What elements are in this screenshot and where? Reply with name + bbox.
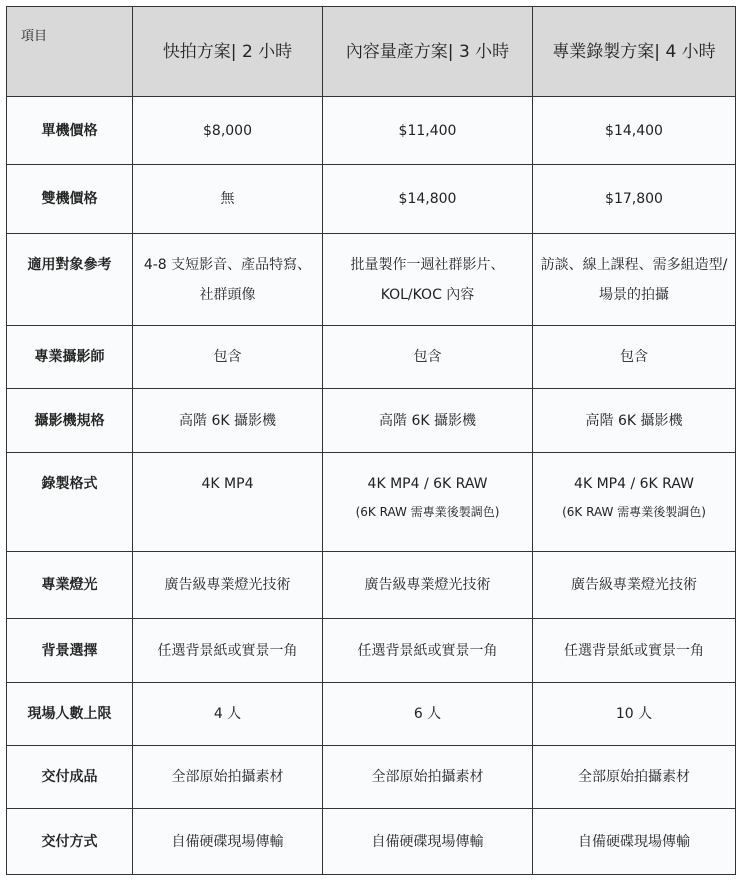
cell-value: 10 人 — [615, 706, 653, 722]
cell-value: 全部原始拍攝素材 — [578, 769, 690, 785]
cell-note: (6K RAW 需專業後製調色) — [562, 505, 706, 519]
cell-value: $11,400 — [398, 122, 457, 139]
table-cell — [533, 453, 736, 552]
table-cell — [133, 389, 323, 453]
cell-value: 高階 6K 攝影機 — [585, 412, 683, 429]
cell-value: $8,000 — [203, 122, 252, 139]
cell-value: 自備硬碟現場傳輸 — [578, 833, 690, 850]
header-row — [7, 7, 736, 97]
cell-value: 包含 — [413, 349, 442, 365]
header-plan-quick: 快拍方案| 2 小時 — [133, 7, 323, 97]
row-label: 雙機價格 — [7, 165, 133, 234]
row-label: 錄製格式 — [7, 453, 133, 552]
plan-comparison-table — [6, 6, 736, 875]
table-cell — [133, 165, 323, 234]
table-row — [7, 746, 736, 809]
table-cell — [533, 389, 736, 453]
cell-value: 批量製作一週社群影片、KOL/KOC 內容 — [350, 257, 505, 303]
table-row — [7, 683, 736, 746]
row-label: 背景選擇 — [7, 619, 133, 683]
table-cell — [133, 326, 323, 389]
cell-value: 廣告級專業燈光技術 — [364, 577, 491, 593]
cell-value: 任選背景紙或實景一角 — [564, 642, 704, 659]
row-label: 單機價格 — [7, 97, 133, 165]
table-cell — [533, 809, 736, 875]
cell-value: 高階 6K 攝影機 — [179, 412, 276, 429]
table-cell — [133, 619, 323, 683]
table-cell — [533, 552, 736, 619]
table-row — [7, 453, 736, 552]
table-cell — [323, 746, 533, 809]
row-label: 現場人數上限 — [7, 683, 133, 746]
cell-value: 4K MP4 / 6K RAW — [367, 476, 488, 492]
row-label: 專業燈光 — [7, 552, 133, 619]
cell-value: $14,800 — [398, 191, 457, 207]
table-row — [7, 234, 736, 326]
table-cell — [533, 619, 736, 683]
row-label: 攝影機規格 — [7, 389, 133, 453]
table-cell — [533, 165, 736, 234]
table-cell — [323, 326, 533, 389]
header-item: 項目 — [7, 7, 133, 97]
cell-value: 全部原始拍攝素材 — [171, 769, 284, 785]
cell-value: $14,400 — [605, 122, 663, 139]
cell-value: 廣告級專業燈光技術 — [571, 577, 697, 593]
cell-value: 高階 6K 攝影機 — [379, 412, 476, 429]
cell-note: (6K RAW 需專業後製調色) — [355, 505, 500, 519]
table-row — [7, 165, 736, 234]
table-cell — [323, 389, 533, 453]
header-plan-pro: 專業錄製方案| 4 小時 — [533, 7, 736, 97]
cell-value: 4K MP4 / 6K RAW — [574, 476, 694, 492]
table-cell — [133, 453, 323, 552]
cell-value: 任選背景紙或實景一角 — [157, 642, 298, 659]
table-cell — [133, 746, 323, 809]
table-cell — [533, 326, 736, 389]
table-cell — [323, 683, 533, 746]
cell-value: 自備硬碟現場傳輸 — [371, 833, 484, 850]
cell-value: 包含 — [213, 349, 242, 365]
cell-value: 包含 — [620, 349, 648, 365]
cell-value: 全部原始拍攝素材 — [371, 769, 484, 785]
table-cell — [533, 683, 736, 746]
table-row — [7, 326, 736, 389]
table-cell — [323, 809, 533, 875]
table-cell — [533, 97, 736, 165]
row-label: 交付成品 — [7, 746, 133, 809]
cell-value: $17,800 — [605, 191, 663, 207]
table-cell — [323, 234, 533, 326]
cell-value: 自備硬碟現場傳輸 — [171, 833, 284, 850]
table-cell — [323, 165, 533, 234]
cell-value: 訪談、線上課程、需多組造型/場景的拍攝 — [540, 257, 728, 303]
table-cell — [323, 453, 533, 552]
cell-value: 6 人 — [413, 706, 442, 722]
table-cell — [133, 97, 323, 165]
row-label: 適用對象參考 — [7, 234, 133, 326]
cell-value: 任選背景紙或實景一角 — [357, 642, 498, 659]
table-cell — [133, 234, 323, 326]
table-cell — [323, 97, 533, 165]
table-row — [7, 552, 736, 619]
table-row — [7, 619, 736, 683]
table-cell — [133, 552, 323, 619]
cell-value: 4 人 — [213, 706, 242, 722]
cell-value: 無 — [220, 191, 235, 207]
header-plan-content: 內容量產方案| 3 小時 — [323, 7, 533, 97]
table-row — [7, 97, 736, 165]
row-label: 交付方式 — [7, 809, 133, 875]
table-row — [7, 389, 736, 453]
table-cell — [133, 683, 323, 746]
table-row — [7, 809, 736, 875]
cell-value: 廣告級專業燈光技術 — [164, 577, 291, 593]
table-cell — [323, 552, 533, 619]
table-cell — [133, 809, 323, 875]
cell-value: 4K MP4 — [201, 476, 254, 492]
table-cell — [533, 746, 736, 809]
table-cell — [533, 234, 736, 326]
table-cell — [323, 619, 533, 683]
row-label: 專業攝影師 — [7, 326, 133, 389]
cell-value: 4-8 支短影音、產品特寫、社群頭像 — [143, 257, 312, 303]
